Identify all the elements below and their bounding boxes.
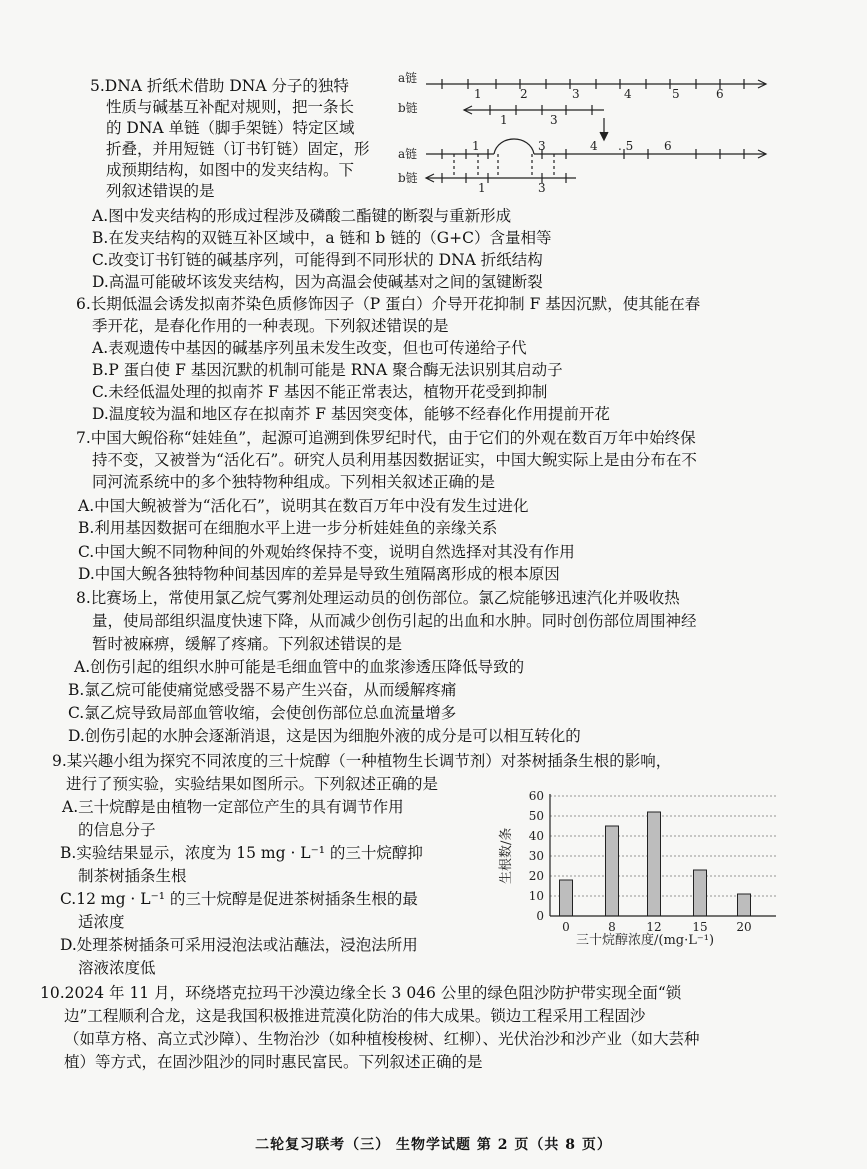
chart-bar-8 xyxy=(606,826,619,916)
q8-option-a: A.创伤引起的组织水肿可能是毛细血管中的血浆渗透压降低导致的 xyxy=(74,658,525,676)
q7-stem-line: 持不变，又被誉为“活化石”。研究人员利用基因数据证实，中国大鲵实际上是由分布在不 xyxy=(92,451,697,469)
dna-hairpin-diagram xyxy=(398,68,778,198)
segment-number: 3 xyxy=(538,181,546,195)
q9-stem-line: 9.某兴趣小组为探究不同浓度的三十烷醇（一种植物生长调节剂）对茶树插条生根的影响， xyxy=(52,752,672,770)
q5-option-b: B.在发夹结构的双链互补区域中，a 链和 b 链的（G+C）含量相等 xyxy=(92,229,552,247)
q6-stem-line: 季开花，是春化作用的一种表现。下列叙述错误的是 xyxy=(92,317,449,335)
q9-option-b: B.实验结果显示，浓度为 15 mg · L⁻¹ 的三十烷醇抑 xyxy=(60,844,423,862)
chart-y-tick-label: 30 xyxy=(528,849,544,863)
chart-x-tick-label: 12 xyxy=(646,920,662,934)
q5-option-c: C.改变订书钉链的碱基序列，可能得到不同形状的 DNA 折纸结构 xyxy=(92,251,543,269)
q7-option-b: B.利用基因数据可在细胞水平上进一步分析娃娃鱼的亲缘关系 xyxy=(78,519,498,537)
q9-option-c: C.12 mg · L⁻¹ 的三十烷醇是促进茶树插条生根的最 xyxy=(60,890,418,908)
q5-stem-line: 成预期结构，如图中的发夹结构。下 xyxy=(106,161,355,179)
segment-number: 6 xyxy=(716,87,724,101)
chart-x-tick-label: 0 xyxy=(562,920,570,934)
segment-number: 1 xyxy=(500,113,508,127)
segment-number: 1 xyxy=(474,87,482,101)
segment-number: 3 xyxy=(572,87,580,101)
q9-option-a: A.三十烷醇是由植物一定部位产生的具有调节作用 xyxy=(62,798,404,816)
q6-option-c: C.未经低温处理的拟南芥 F 基因不能正常表达，植物开花受到抑制 xyxy=(92,383,548,401)
segment-number: 4 xyxy=(624,87,632,101)
q5-stem-line: 性质与碱基互补配对规则，把一条长 xyxy=(106,98,355,116)
chart-y-tick-label: 40 xyxy=(528,829,544,843)
q7-option-a: A.中国大鲵被誉为“活化石”，说明其在数百万年中没有发生过进化 xyxy=(78,497,529,515)
q7-stem-line: 7.中国大鲵俗称“娃娃鱼”，起源可追溯到侏罗纪时代，由于它们的外观在数百万年中始终保 xyxy=(76,429,696,447)
chart-x-axis-label: 三十烷醇浓度/(mg·L⁻¹) xyxy=(576,933,715,948)
chart-y-tick-label: 10 xyxy=(528,889,544,903)
q5-stem-line: 折叠，并用短链（订书钉链）固定，形 xyxy=(106,140,370,158)
chart-bar-12 xyxy=(648,812,661,916)
q8-option-b: B.氯乙烷可能使痛觉感受器不易产生兴奋，从而缓解疼痛 xyxy=(68,681,457,699)
q9-option-a-cont: 的信息分子 xyxy=(78,821,156,839)
q8-option-c: C.氯乙烷导致局部血管收缩，会使创伤部位总血流量增多 xyxy=(68,704,457,722)
chart-x-tick-label: 20 xyxy=(736,920,752,934)
q9-stem-line: 进行了预实验，实验结果如图所示。下列叙述正确的是 xyxy=(66,775,439,793)
b-strand-label: b链 xyxy=(398,101,418,115)
chart-y-tick-label: 60 xyxy=(528,789,544,803)
q10-stem-line: 边”工程顺利合龙，这是我国积极推进荒漠化防治的伟大成果。锁边工程采用工程固沙 xyxy=(64,1007,646,1025)
rooting-bar-chart xyxy=(494,786,784,954)
b-strand-label: b链 xyxy=(398,171,418,185)
q6-option-d: D.温度较为温和地区存在拟南芥 F 基因突变体，能够不经春化作用提前开花 xyxy=(92,405,610,423)
chart-bar-20 xyxy=(738,894,751,916)
chart-x-tick-label: 8 xyxy=(608,920,616,934)
q7-option-d: D.中国大鲵各独特物种间基因库的差异是导致生殖隔离形成的根本原因 xyxy=(78,565,560,583)
chart-y-axis-label: 生根数/条 xyxy=(499,827,514,884)
q10-stem-line: （如草方格、高立式沙障）、生物治沙（如种植梭梭树、红柳）、光伏治沙和沙产业（如大芸种 xyxy=(64,1030,700,1048)
q5-stem-line: 5.DNA 折纸术借助 DNA 分子的独特 xyxy=(90,77,349,95)
q8-stem-line: 量，使局部组织温度快速下降，从而减少创伤引起的出血和水肿。同时创伤部位周围神经 xyxy=(92,612,697,630)
q6-stem-line: 6.长期低温会诱发拟南芥染色质修饰因子（P 蛋白）介导开花抑制 F 基因沉默，使其能在春 xyxy=(76,295,701,313)
chart-y-tick-label: 50 xyxy=(528,809,544,823)
q8-option-d: D.创伤引起的水肿会逐渐消退，这是因为细胞外液的成分是可以相互转化的 xyxy=(68,727,581,745)
q8-stem-line: 暂时被麻痹，缓解了疼痛。下列叙述错误的是 xyxy=(92,635,403,653)
segment-number: 4 xyxy=(590,139,598,153)
q9-option-d: D.处理茶树插条可采用浸泡法或沾蘸法，浸泡法所用 xyxy=(60,936,418,954)
segment-number: 1 xyxy=(478,181,486,195)
q6-option-b: B.P 蛋白使 F 基因沉默的机制可能是 RNA 聚合酶无法识别其启动子 xyxy=(92,361,563,379)
q9-option-d-cont: 溶液浓度低 xyxy=(78,959,156,977)
segment-number: . 5 xyxy=(618,139,634,153)
chart-y-tick-label: 0 xyxy=(536,909,544,923)
q8-stem-line: 8.比赛场上，常使用氯乙烷气雾剂处理运动员的创伤部位。氯乙烷能够迅速汽化并吸收热 xyxy=(76,589,680,607)
q5-stem-line: 列叙述错误的是 xyxy=(106,182,215,200)
chart-x-tick-label: 15 xyxy=(692,920,708,934)
q9-option-c-cont: 适浓度 xyxy=(78,913,125,931)
q5-option-a: A.图中发夹结构的形成过程涉及磷酸二酯键的断裂与重新形成 xyxy=(92,207,512,225)
segment-number: 3 xyxy=(538,139,546,153)
q9-option-b-cont: 制茶树插条生根 xyxy=(78,867,187,885)
segment-number: 5 xyxy=(672,87,680,101)
a-strand-label: a链 xyxy=(398,147,418,161)
segment-number: 3 xyxy=(550,113,558,127)
q10-stem-line: 10.2024 年 11 月，环绕塔克拉玛干沙漠边缘全长 3 046 公里的绿色阻沙防护带实现全面“锁 xyxy=(40,984,682,1002)
q5-stem-line: 的 DNA 单链（脚手架链）特定区域 xyxy=(106,119,355,137)
segment-number: 2 xyxy=(520,87,528,101)
a-strand-label: a链 xyxy=(398,71,418,85)
q10-stem-line: 植）等方式，在固沙阻沙的同时惠民富民。下列叙述正确的是 xyxy=(64,1053,483,1071)
segment-number: 1 xyxy=(472,139,480,153)
q5-option-d: D.高温可能破坏该发夹结构，因为高温会使碱基对之间的氢键断裂 xyxy=(92,273,543,291)
page-footer: 二轮复习联考（三） 生物学试题 第 2 页（共 8 页） xyxy=(255,1137,612,1153)
segment-number: 6 xyxy=(664,139,672,153)
chart-bar-15 xyxy=(694,870,707,916)
q6-option-a: A.表观遗传中基因的碱基序列虽未发生改变，但也可传递给子代 xyxy=(92,339,527,357)
chart-bar-0 xyxy=(560,880,573,916)
q7-stem-line: 同河流系统中的多个独特物种组成。下列相关叙述正确的是 xyxy=(92,473,496,491)
q7-option-c: C.中国大鲵不同物种间的外观始终保持不变，说明自然选择对其没有作用 xyxy=(78,543,575,561)
chart-y-tick-label: 20 xyxy=(528,869,544,883)
